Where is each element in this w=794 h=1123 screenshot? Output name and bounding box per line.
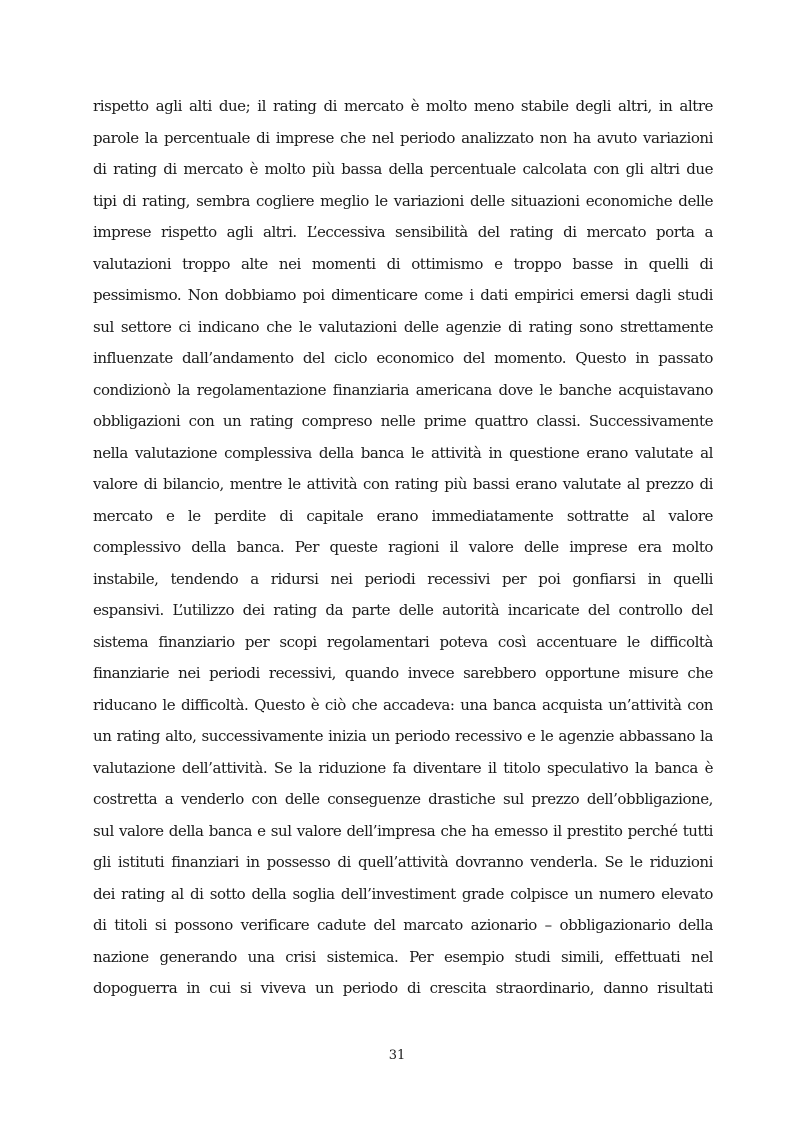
text-line: di rating di mercato è molto più bassa della percentuale calcolata con gli altri due [93,160,713,178]
text-line: influenzate dall’andamento del ciclo economico del momento. Questo in passato [93,349,713,367]
text-line: nella valutazione complessiva della banca le attività in questione erano valutate al [93,443,713,462]
text-line: gli istituti finanziari in possesso di quell’attività dovranno venderla. Se le riduzioni [93,853,713,871]
text-line: valore di bilancio, mentre le attività con rating più bassi erano valutate al prezzo di [93,475,713,493]
text-line: sistema finanziario per scopi regolamentari poteva così accentuare le difficoltà [93,632,713,651]
text-line: complessivo della banca. Per queste ragioni il valore delle imprese era molto [93,538,713,556]
text-line: riducano le difficoltà. Questo è ciò che accadeva: una banca acquista un’attività con [93,695,713,714]
text-line: espansivi. L’utilizzo dei rating da parte delle autorità incaricate del controllo del [93,601,713,619]
text-line: instabile, tendendo a ridursi nei periodi recessivi per poi gonfiarsi in quelli [93,569,713,588]
text-line: rispetto agli alti due; il rating di mercato è molto meno stabile degli altri, in altre [93,97,713,115]
text-line: parole la percentuale di imprese che nel periodo analizzato non ha avuto variazioni [93,128,713,147]
text-line: mercato e le perdite di capitale erano immediatamente sottratte al valore [93,506,713,525]
text-line: tipi di rating, sembra cogliere meglio le variazioni delle situazioni economiche delle [93,191,713,210]
text-line: dei rating al di sotto della soglia dell’investiment grade colpisce un numero elevato [93,884,713,903]
page-number: 31 [388,1048,406,1063]
text-line: imprese rispetto agli altri. L’eccessiva sensibilità del rating di mercato porta a [93,223,713,241]
text-line: costretta a venderlo con delle conseguenze drastiche sul prezzo dell’obbligazione, [93,790,713,808]
text-line: valutazioni troppo alte nei momenti di ottimismo e troppo basse in quelli di [93,254,713,273]
text-line: valutazione dell’attività. Se la riduzione fa diventare il titolo speculativo la banca è [93,758,713,777]
text-line: sul settore ci indicano che le valutazioni delle agenzie di rating sono strettamente [93,317,713,336]
text-line: sul valore della banca e sul valore dell’impresa che ha emesso il prestito perché tutti [93,821,713,840]
text-line: pessimismo. Non dobbiamo poi dimenticare come i dati empirici emersi dagli studi [93,286,713,304]
body-text [93,91,713,1005]
text-line: condizionò la regolamentazione finanziaria americana dove le banche acquistavano [93,380,713,399]
text-line: finanziarie nei periodi recessivi, quando invece sarebbero opportune misure che [93,664,713,682]
text-line: di titoli si possono verificare cadute del marcato azionario – obbligazionario della [93,916,713,934]
text-line: dopoguerra in cui si viveva un periodo di crescita straordinario, danno risultati [93,979,713,997]
text-line: obbligazioni con un rating compreso nelle prime quattro classi. Successivamente [93,412,713,430]
text-line: un rating alto, successivamente inizia un periodo recessivo e le agenzie abbassano la [93,727,713,745]
text-line: nazione generando una crisi sistemica. Per esempio studi simili, effettuati nel [93,947,713,966]
